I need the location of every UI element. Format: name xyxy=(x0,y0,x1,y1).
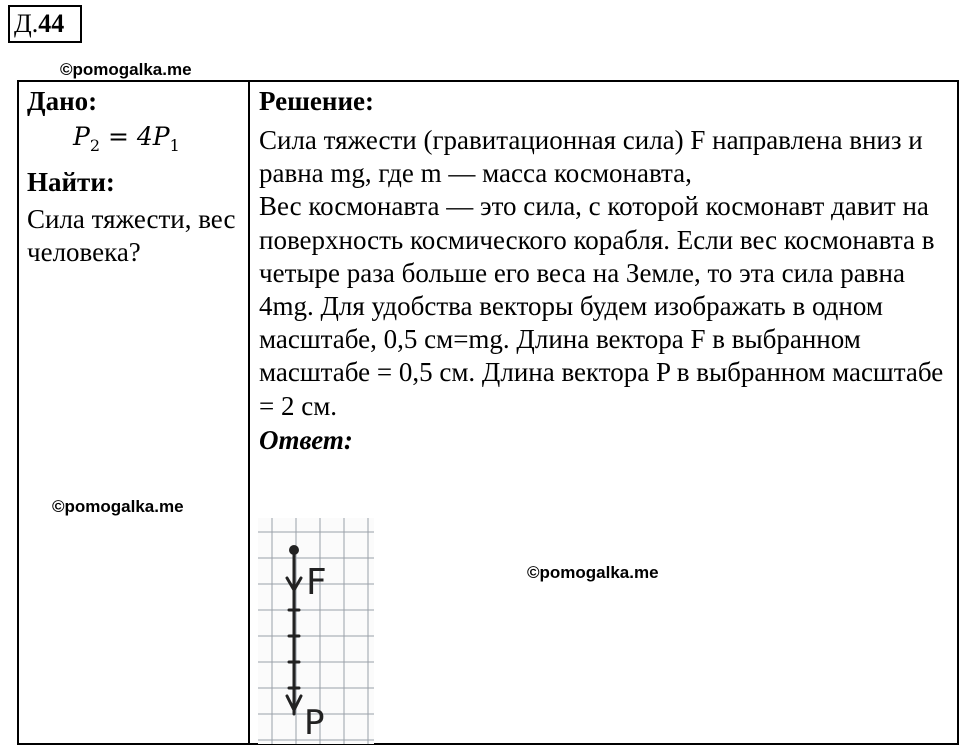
task-label xyxy=(8,5,82,43)
label-p: P xyxy=(304,703,325,743)
solution-paragraph-1: Сила тяжести (гравитационная сила) F направлена вниз и равна mg, где m — масса космонавта, xyxy=(259,125,923,189)
task-label-prefix: Д. xyxy=(14,9,39,38)
solution-column xyxy=(259,84,949,457)
answer-heading: Ответ: xyxy=(259,424,353,455)
given-heading: Дано: xyxy=(27,86,98,116)
label-f: F xyxy=(306,562,327,603)
find-text: Сила тяжести, вес человека? xyxy=(27,204,236,267)
find-heading: Найти: xyxy=(27,167,115,197)
formula-rhs-sub: 1 xyxy=(169,136,180,155)
watermark-center: ©pomogalka.me xyxy=(527,563,659,582)
solution-heading: Решение: xyxy=(259,86,374,116)
watermark-left: ©pomogalka.me xyxy=(52,497,184,516)
solution-paragraph-2: Вес космонавта — это сила, с которой космонавт давит на поверхность космического корабля. Если вес космонавта в четыре раза больше его веса на Земле, то эта сила равна 4mg. Для удобства векторы будем изображать в одном масштабе, 0,5 см=mg. Длина вектора F в выбранном масштабе = 0,5 см. Длина вектора P в выбранном масштабе = 2 см. xyxy=(259,191,944,421)
given-formula xyxy=(27,118,242,165)
given-column xyxy=(27,84,242,269)
formula-lhs-sub: 2 xyxy=(89,136,101,155)
formula-lhs: P xyxy=(73,122,90,151)
formula-rhs: = 4P xyxy=(107,122,170,151)
task-number: 44 xyxy=(38,9,65,38)
vector-sketch xyxy=(258,518,374,744)
column-divider xyxy=(248,80,250,745)
solution-text xyxy=(259,124,949,423)
watermark-top: ©pomogalka.me xyxy=(60,60,192,79)
